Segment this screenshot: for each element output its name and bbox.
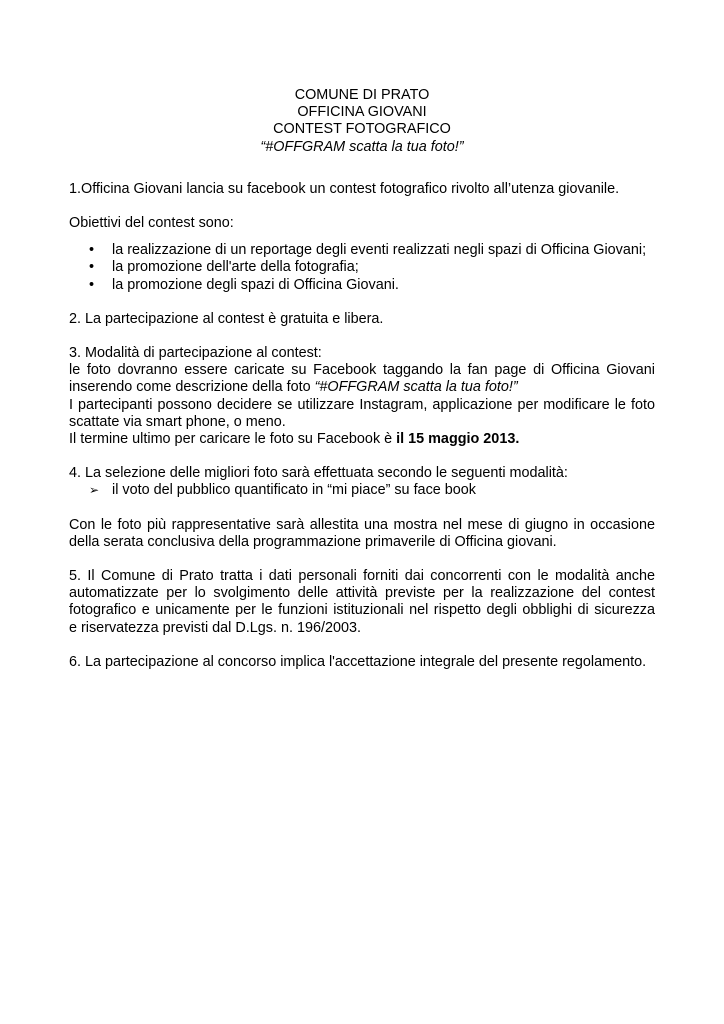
document-header: [69, 87, 655, 156]
arrow-bullet-icon: ➢: [89, 483, 100, 498]
section-3-line: [69, 379, 655, 396]
section-3-text: inserendo come descrizione della foto: [69, 379, 315, 396]
section-5-line: automatizzate per lo svolgimento delle attività previste per la realizzazione del contest: [69, 585, 655, 602]
list-item: [69, 277, 655, 294]
bullet-icon: •: [89, 276, 95, 293]
bullet-icon: •: [89, 242, 95, 259]
intro-paragraph: 1.Officina Giovani lancia su facebook un contest fotografico rivolto all’utenza giovanile.: [69, 180, 620, 197]
exhibition-paragraph: [69, 517, 655, 551]
list-item: [69, 259, 655, 276]
objective-text: la realizzazione di un reportage degli eventi realizzati negli spazi di Officina Giovani;: [112, 242, 647, 259]
header-slogan: “#OFFGRAM scatta la tua foto!”: [260, 138, 464, 155]
section-3-line: scattate via smart phone, o meno.: [69, 413, 286, 430]
bullet-icon: •: [89, 259, 95, 276]
exhibition-line: della serata conclusiva della programmazione primaverile di Officina giovani.: [69, 533, 557, 550]
section-3-line: [69, 431, 655, 448]
section-5-line: fotografico e unicamente per le funzioni istituzionali nel rispetto degli obblighi di sicurezza: [69, 602, 655, 619]
objective-text: la promozione dell'arte della fotografia;: [112, 259, 359, 276]
list-item: [69, 242, 655, 259]
header-municipality: COMUNE DI PRATO: [294, 87, 430, 103]
section-5-line: 5. Il Comune di Prato tratta i dati personali forniti dai concorrenti con le modalità anche: [69, 568, 655, 585]
section-3-text: Il termine ultimo per caricare le foto su Facebook è: [69, 431, 397, 448]
section-3-line: I partecipanti possono decidere se utilizzare Instagram, applicazione per modificare le foto: [69, 396, 655, 413]
section-5-line: e riservatezza previsti dal D.Lgs. n. 196/2003.: [69, 619, 361, 636]
header-office: OFFICINA GIOVANI: [297, 104, 427, 121]
document-page: [69, 87, 655, 688]
hashtag-slogan: “#OFFGRAM scatta la tua foto!”: [314, 379, 518, 396]
exhibition-line: Con le foto più rappresentative sarà allestita una mostra nel mese di giugno in occasione: [69, 516, 655, 533]
objectives-heading: Obiettivi del contest sono:: [69, 215, 234, 232]
section-4-heading: 4. La selezione delle migliori foto sarà effettuata secondo le seguenti modalità:: [69, 465, 568, 482]
selection-text: il voto del pubblico quantificato in “mi piace” su face book: [112, 482, 476, 499]
deadline-date: il 15 maggio 2013.: [396, 431, 520, 448]
section-3-paragraph: [69, 345, 655, 448]
header-contest: CONTEST FOTOGRAFICO: [273, 121, 451, 138]
section-5-paragraph: [69, 568, 655, 637]
section-2-paragraph: 2. La partecipazione al contest è gratuita e libera.: [69, 310, 384, 327]
section-6-paragraph: 6. La partecipazione al concorso implica l'accettazione integrale del presente regolamento.: [69, 653, 647, 670]
section-3-line: le foto dovranno essere caricate su Facebook taggando la fan page di Officina Giovani: [69, 362, 655, 379]
selection-list: [69, 482, 655, 499]
section-3-heading: 3. Modalità di partecipazione al contest:: [69, 345, 322, 362]
list-item: [69, 482, 655, 499]
objectives-list: [69, 242, 655, 294]
objective-text: la promozione degli spazi di Officina Giovani.: [112, 276, 399, 293]
